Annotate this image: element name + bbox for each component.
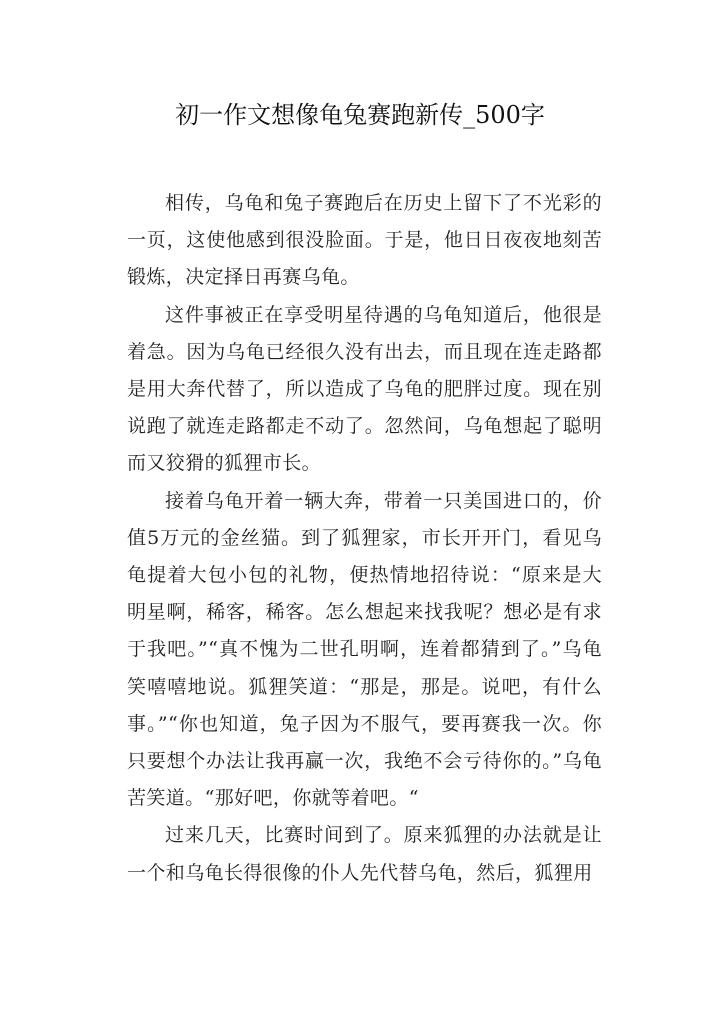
paragraph: 接着乌龟开着一辆大奔，带着一只美国进口的，价值5万元的金丝猫。到了狐狸家，市长开开门，看见乌龟提着大包小包的礼物，便热情地招待说：“原来是大明星啊，稀客，稀客。怎么想起来找我呢？想必是有求于我吧。”“真不愧为二世孔明啊，连着都猜到了。”乌龟笑嘻嘻地说。狐狸笑道：“那是，那是。说吧，有什么事。”“你也知道，兔子因为不服气，要再赛我一次。你只要想个办法让我再赢一次，我绝不会亏待你的。”乌龟苦笑道。“那好吧，你就等着吧。“ — [127, 489, 602, 810]
paragraph: 过来几天，比赛时间到了。原来狐狸的办法就是让一个和乌龟长得很像的仆人先代替乌龟，然后，狐狸用 — [127, 824, 602, 884]
paragraph: 这件事被正在享受明星待遇的乌龟知道后，他很是着急。因为乌龟已经很久没有出去，而且现在连走路都是用大奔代替了，所以造成了乌龟的肥胖过度。现在别说跑了就连走路都走不动了。忽然间，乌龟想起了聪明而又狡猾的狐狸市长。 — [127, 303, 602, 475]
paragraph: 相传，乌龟和兔子赛跑后在历史上留下了不光彩的一页，这使他感到很没脸面。于是，他日日夜夜地刻苦锻炼，决定择日再赛乌龟。 — [127, 192, 602, 289]
document-title: 初一作文想像龟兔赛跑新传_500字 — [175, 101, 545, 129]
document-body — [127, 185, 602, 892]
